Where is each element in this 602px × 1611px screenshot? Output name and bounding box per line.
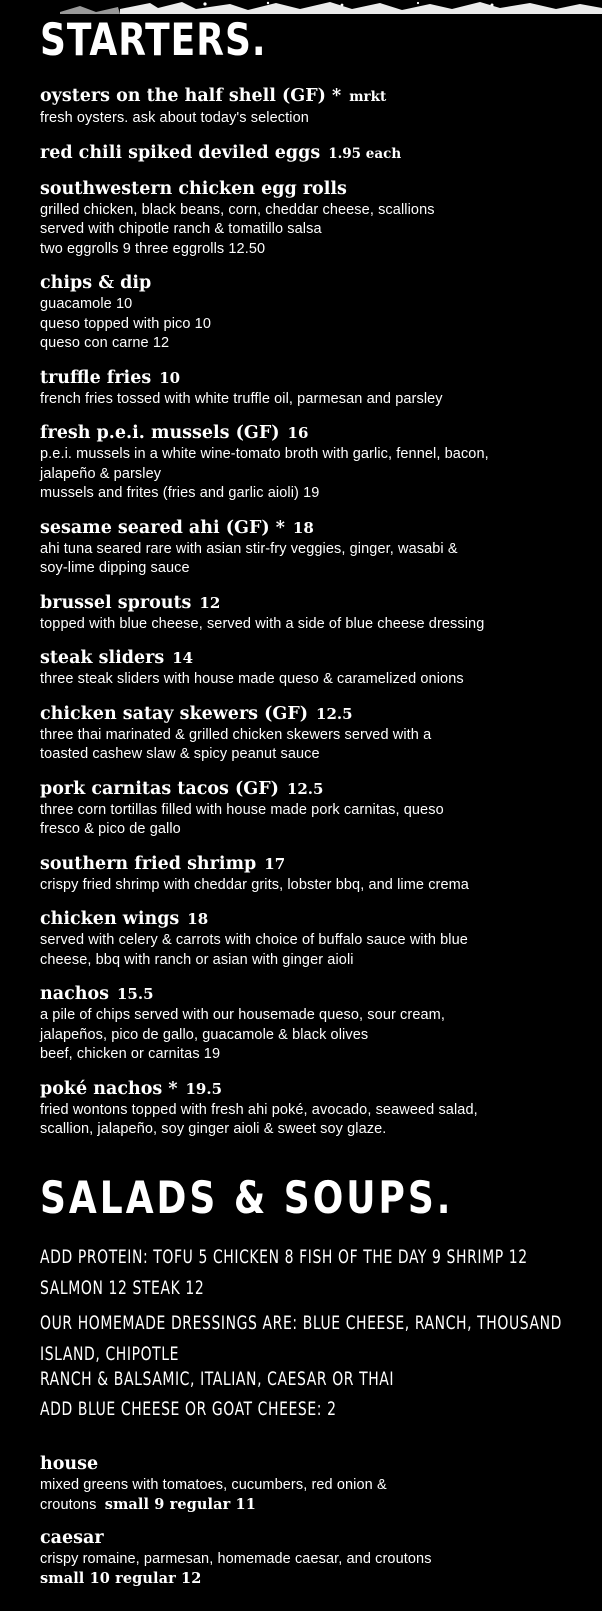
item-name: fresh p.e.i. mussels (GF) — [40, 423, 280, 443]
item-description — [40, 1101, 588, 1140]
item-header — [40, 518, 588, 539]
item-price: 14 — [172, 649, 194, 667]
menu-item — [40, 704, 588, 765]
item-header — [40, 779, 588, 800]
description-line: three corn tortillas filled with house made pork carnitas, queso — [40, 801, 444, 818]
item-price: 19.5 — [185, 1079, 223, 1098]
item-name: house — [40, 1453, 99, 1474]
item-price: small 10 regular 12 — [40, 1570, 202, 1587]
item-description — [40, 295, 588, 354]
menu-item — [40, 593, 588, 635]
description-line: fresco & pico de gallo — [40, 821, 181, 837]
item-name: oysters on the half shell (GF) * — [40, 86, 342, 106]
menu-item — [40, 179, 588, 260]
item-name: southwestern chicken egg rolls — [40, 178, 347, 199]
item-description — [40, 876, 588, 896]
add-protein-note: ADD PROTEIN: TOFU 5 CHICKEN 8 FISH OF THE DAY 9 SHRIMP 12 SALMON 12 STEAK 12 — [40, 1246, 528, 1299]
description-line: soy-lime dipping sauce — [40, 560, 190, 576]
description-line: mixed greens with tomatoes, cucumbers, red onion & — [40, 1476, 387, 1493]
menu-item — [40, 368, 588, 410]
section-title-salads-soups: SALADS & SOUPS. — [40, 1172, 454, 1224]
torn-paper-edge — [0, 0, 602, 14]
item-name: pork carnitas tacos (GF) — [40, 778, 279, 799]
starters-item-list — [0, 86, 602, 1140]
description-line: three steak sliders with house made queso & caramelized onions — [40, 671, 464, 687]
item-price: small 9 regular 11 — [104, 1496, 256, 1513]
menu-item — [40, 854, 588, 896]
item-name: sesame seared ahi (GF) * — [40, 517, 285, 538]
section-title-starters: STARTERS. — [40, 14, 267, 67]
description-line: crispy romaine, parmesan, homemade caesar, and croutons — [40, 1550, 432, 1567]
item-header — [40, 1079, 588, 1100]
item-header — [40, 704, 588, 725]
description-line: crispy fried shrimp with cheddar grits, lobster bbq, and lime crema — [40, 876, 469, 893]
dressings-note-line-1: OUR HOMEMADE DRESSINGS ARE: BLUE CHEESE, RANCH, THOUSAND ISLAND, CHIPOTLE — [40, 1312, 563, 1365]
item-price: 16 — [287, 424, 309, 442]
brush-stroke-icon — [0, 0, 602, 14]
item-header — [40, 143, 588, 165]
item-price: 1.95 each — [328, 145, 402, 162]
menu-item — [40, 423, 588, 504]
item-name: caesar — [40, 1527, 104, 1548]
item-description — [40, 201, 588, 260]
description-line: a pile of chips served with our housemade queso, sour cream, — [40, 1007, 445, 1023]
description-line: ahi tuna seared rare with asian stir-fry veggies, ginger, wasabi & — [40, 540, 458, 557]
description-line: beef, chicken or carnitas 19 — [40, 1046, 221, 1062]
add-cheese-note: ADD BLUE CHEESE OR GOAT CHEESE: 2 — [40, 1398, 337, 1420]
item-header — [40, 179, 588, 200]
item-header — [40, 423, 588, 444]
description-line: jalapeños, pico de gallo, guacamole & black olives — [40, 1026, 369, 1043]
item-description — [40, 109, 588, 129]
menu-item — [40, 143, 588, 165]
description-line: served with celery & carrots with choice of buffalo sauce with blue — [40, 932, 468, 948]
item-header — [40, 1454, 588, 1475]
item-description — [40, 1550, 588, 1589]
item-description — [40, 540, 588, 579]
item-description — [40, 726, 588, 765]
item-description — [40, 1006, 588, 1065]
description-line: two eggrolls 9 three eggrolls 12.50 — [40, 240, 266, 257]
item-name: chicken wings — [40, 909, 180, 929]
item-header — [40, 86, 588, 108]
item-header — [40, 648, 588, 669]
description-line: queso topped with pico 10 — [40, 315, 211, 332]
item-name: chips & dip — [40, 273, 152, 293]
menu-item — [40, 909, 588, 970]
menu-item — [40, 1528, 588, 1589]
item-description — [40, 1476, 588, 1516]
item-price: 12.5 — [286, 779, 324, 798]
menu-item — [40, 518, 588, 579]
item-header — [40, 984, 588, 1005]
item-price: 18 — [187, 910, 209, 928]
salads-notes — [0, 1242, 602, 1420]
menu-item — [40, 273, 588, 354]
item-name: southern fried shrimp — [40, 853, 257, 874]
menu-item — [40, 779, 588, 840]
item-price: mrkt — [349, 89, 387, 105]
item-name: truffle fries — [40, 367, 152, 388]
description-line: fresh oysters. ask about today's selection — [40, 110, 309, 126]
description-line: fried wontons topped with fresh ahi poké, avocado, seaweed salad, — [40, 1101, 478, 1118]
menu-item — [40, 1079, 588, 1140]
description-line: queso con carne 12 — [40, 335, 170, 351]
item-name: poké nachos * — [40, 1078, 178, 1099]
item-price: 12.5 — [316, 704, 353, 723]
description-line: mussels and frites (fries and garlic aioli) 19 — [40, 485, 320, 501]
description-line: topped with blue cheese, served with a side of blue cheese dressing — [40, 615, 485, 632]
description-line: jalapeño & parsley — [40, 465, 162, 482]
menu-item — [40, 984, 588, 1065]
description-line: scallion, jalapeño, soy ginger aioli & sweet soy glaze. — [40, 1121, 387, 1137]
description-line: french fries tossed with white truffle oil, parmesan and parsley — [40, 390, 443, 407]
item-name: steak sliders — [40, 648, 165, 668]
description-line: guacamole 10 — [40, 296, 133, 312]
item-header — [40, 909, 588, 930]
item-header — [40, 273, 588, 294]
item-description — [40, 801, 588, 840]
item-price: 17 — [264, 854, 286, 873]
description-line: toasted cashew slaw & spicy peanut sauce — [40, 746, 320, 762]
item-name: chicken satay skewers (GF) — [40, 703, 309, 724]
description-text: croutons — [40, 1497, 97, 1513]
item-description — [40, 670, 588, 690]
menu-item — [40, 1454, 588, 1516]
description-line: cheese, bbq with ranch or asian with ginger aioli — [40, 951, 354, 968]
item-header — [40, 593, 588, 614]
description-line: three thai marinated & grilled chicken skewers served with a — [40, 726, 432, 743]
item-price: 15.5 — [116, 985, 154, 1003]
item-name: red chili spiked deviled eggs — [40, 142, 321, 163]
description-line-with-price — [40, 1495, 588, 1516]
item-description — [40, 445, 588, 504]
dressings-note-line-2: RANCH & BALSAMIC, ITALIAN, CAESAR OR THAI — [40, 1368, 395, 1390]
item-price: 18 — [292, 518, 314, 537]
item-name: brussel sprouts — [40, 592, 192, 613]
item-description — [40, 615, 588, 635]
item-header — [40, 1528, 588, 1549]
description-line: p.e.i. mussels in a white wine-tomato broth with garlic, fennel, bacon, — [40, 446, 489, 462]
item-price: 12 — [199, 593, 221, 612]
menu-item — [40, 86, 588, 129]
item-name: nachos — [40, 984, 109, 1004]
menu-item — [40, 648, 588, 690]
item-header — [40, 854, 588, 875]
salads-item-list — [0, 1454, 602, 1589]
item-header — [40, 368, 588, 389]
item-description — [40, 390, 588, 410]
item-description — [40, 931, 588, 970]
description-line: grilled chicken, black beans, corn, cheddar cheese, scallions — [40, 201, 435, 218]
description-line: served with chipotle ranch & tomatillo salsa — [40, 221, 322, 237]
item-price: 10 — [159, 368, 181, 387]
